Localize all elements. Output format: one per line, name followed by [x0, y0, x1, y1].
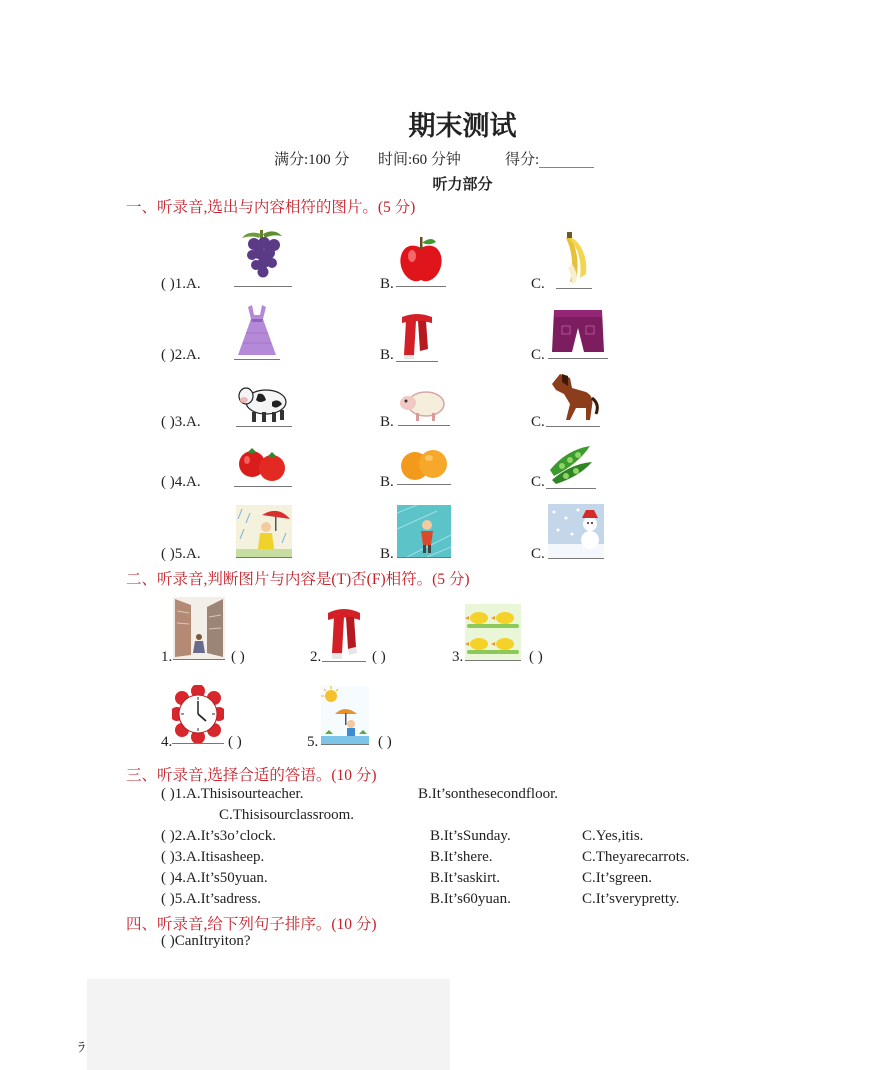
s1-q1-b-label: B.	[380, 276, 394, 292]
section3-heading: 三、听录音,选择合适的答语。(10 分)	[126, 767, 377, 784]
sunny-day-icon[interactable]	[321, 686, 369, 745]
oranges-icon[interactable]	[397, 444, 451, 485]
full-score-text: 满分:100 分	[274, 152, 350, 168]
s1-q1-c-label: C.	[531, 276, 545, 292]
score-label: 得分:	[505, 152, 540, 168]
section4-heading: 四、听录音,给下列句子排序。(10 分)	[126, 916, 377, 933]
s2-item1-num: 1.	[161, 649, 173, 665]
s3-q1-b: B.It’sonthesecondfloor.	[418, 786, 558, 802]
s2-item1-paren[interactable]: ( )	[231, 649, 245, 665]
section-subtitle: 听力部分	[432, 177, 493, 193]
s3-q3-a: ( )3.A.Itisasheep.	[161, 849, 265, 865]
s1-q2-prefix: ( )2.A.	[161, 347, 201, 363]
s3-q4-b: B.It’saskirt.	[430, 870, 500, 886]
s2-item4-paren[interactable]: ( )	[228, 734, 242, 750]
s2-item3-num: 3.	[452, 649, 464, 665]
s1-q3-c-label: C.	[531, 414, 545, 430]
rainy-day-icon[interactable]	[236, 505, 292, 558]
s3-q2-c: C.Yes,itis.	[582, 828, 644, 844]
footer-mark: ﾗ	[78, 1041, 85, 1056]
s1-q5-prefix: ( )5.A.	[161, 546, 201, 562]
s3-q5-b: B.It’s60yuan.	[430, 891, 511, 907]
section1-heading: 一、听录音,选出与内容相符的图片。(5 分)	[126, 199, 416, 216]
scarf-icon[interactable]	[396, 311, 438, 362]
section2-heading: 二、听录音,判断图片与内容是(T)否(F)相符。(5 分)	[126, 571, 470, 588]
s2-item5-paren[interactable]: ( )	[378, 734, 392, 750]
s3-q4-a: ( )4.A.It’s50yuan.	[161, 870, 268, 886]
footer-gray-block	[87, 979, 450, 1070]
s3-q1-a: ( )1.A.Thisisourteacher.	[161, 786, 304, 802]
shorts-icon[interactable]	[548, 304, 608, 359]
s1-q2-b-label: B.	[380, 347, 394, 363]
banana-icon[interactable]	[556, 230, 592, 289]
s3-q5-c: C.It’sverypretty.	[582, 891, 680, 907]
s3-q3-c: C.Theyarecarrots.	[582, 849, 690, 865]
grapes-icon[interactable]	[234, 228, 292, 287]
windy-street-icon[interactable]	[173, 597, 225, 660]
score-blank[interactable]	[539, 153, 594, 168]
s1-q2-c-label: C.	[531, 347, 545, 363]
horse-icon[interactable]	[546, 370, 600, 427]
s4-item1: ( )CanItryiton?	[161, 933, 251, 949]
s2-item5-num: 5.	[307, 734, 319, 750]
tomatoes-icon[interactable]	[234, 442, 292, 487]
sheep-icon[interactable]	[398, 387, 450, 426]
s1-q4-prefix: ( )4.A.	[161, 474, 201, 490]
snowy-day-icon[interactable]	[548, 504, 604, 559]
s1-q3-prefix: ( )3.A.	[161, 414, 201, 430]
s1-q1-prefix: ( )1.A.	[161, 276, 201, 292]
apple-icon[interactable]	[396, 234, 446, 287]
s1-q4-c-label: C.	[531, 474, 545, 490]
time-text: 时间:60 分钟	[378, 152, 461, 168]
ducks-icon[interactable]	[465, 604, 521, 661]
s1-q5-c-label: C.	[531, 546, 545, 562]
windy-day-icon[interactable]	[397, 505, 451, 558]
page-title: 期末测试	[408, 111, 517, 141]
cow-icon[interactable]	[236, 380, 292, 427]
s2-item2-num: 2.	[310, 649, 322, 665]
s1-q5-b-label: B.	[380, 546, 394, 562]
s3-q2-b: B.It’sSunday.	[430, 828, 511, 844]
dress-icon[interactable]	[234, 303, 280, 360]
s1-q3-b-label: B.	[380, 414, 394, 430]
s3-q2-a: ( )2.A.It’s3o’clock.	[161, 828, 276, 844]
peas-icon[interactable]	[546, 440, 596, 489]
s3-q3-b: B.It’shere.	[430, 849, 493, 865]
s3-q5-a: ( )5.A.It’sadress.	[161, 891, 261, 907]
s3-q4-c: C.It’sgreen.	[582, 870, 652, 886]
s2-item3-paren[interactable]: ( )	[529, 649, 543, 665]
score-field	[505, 148, 594, 169]
clock-icon[interactable]	[172, 685, 224, 744]
s2-item4-num: 4.	[161, 734, 173, 750]
s2-item2-paren[interactable]: ( )	[372, 649, 386, 665]
s1-q4-b-label: B.	[380, 474, 394, 490]
s3-q1-c: C.Thisisourclassroom.	[219, 807, 354, 823]
scarf-icon[interactable]	[322, 605, 366, 662]
